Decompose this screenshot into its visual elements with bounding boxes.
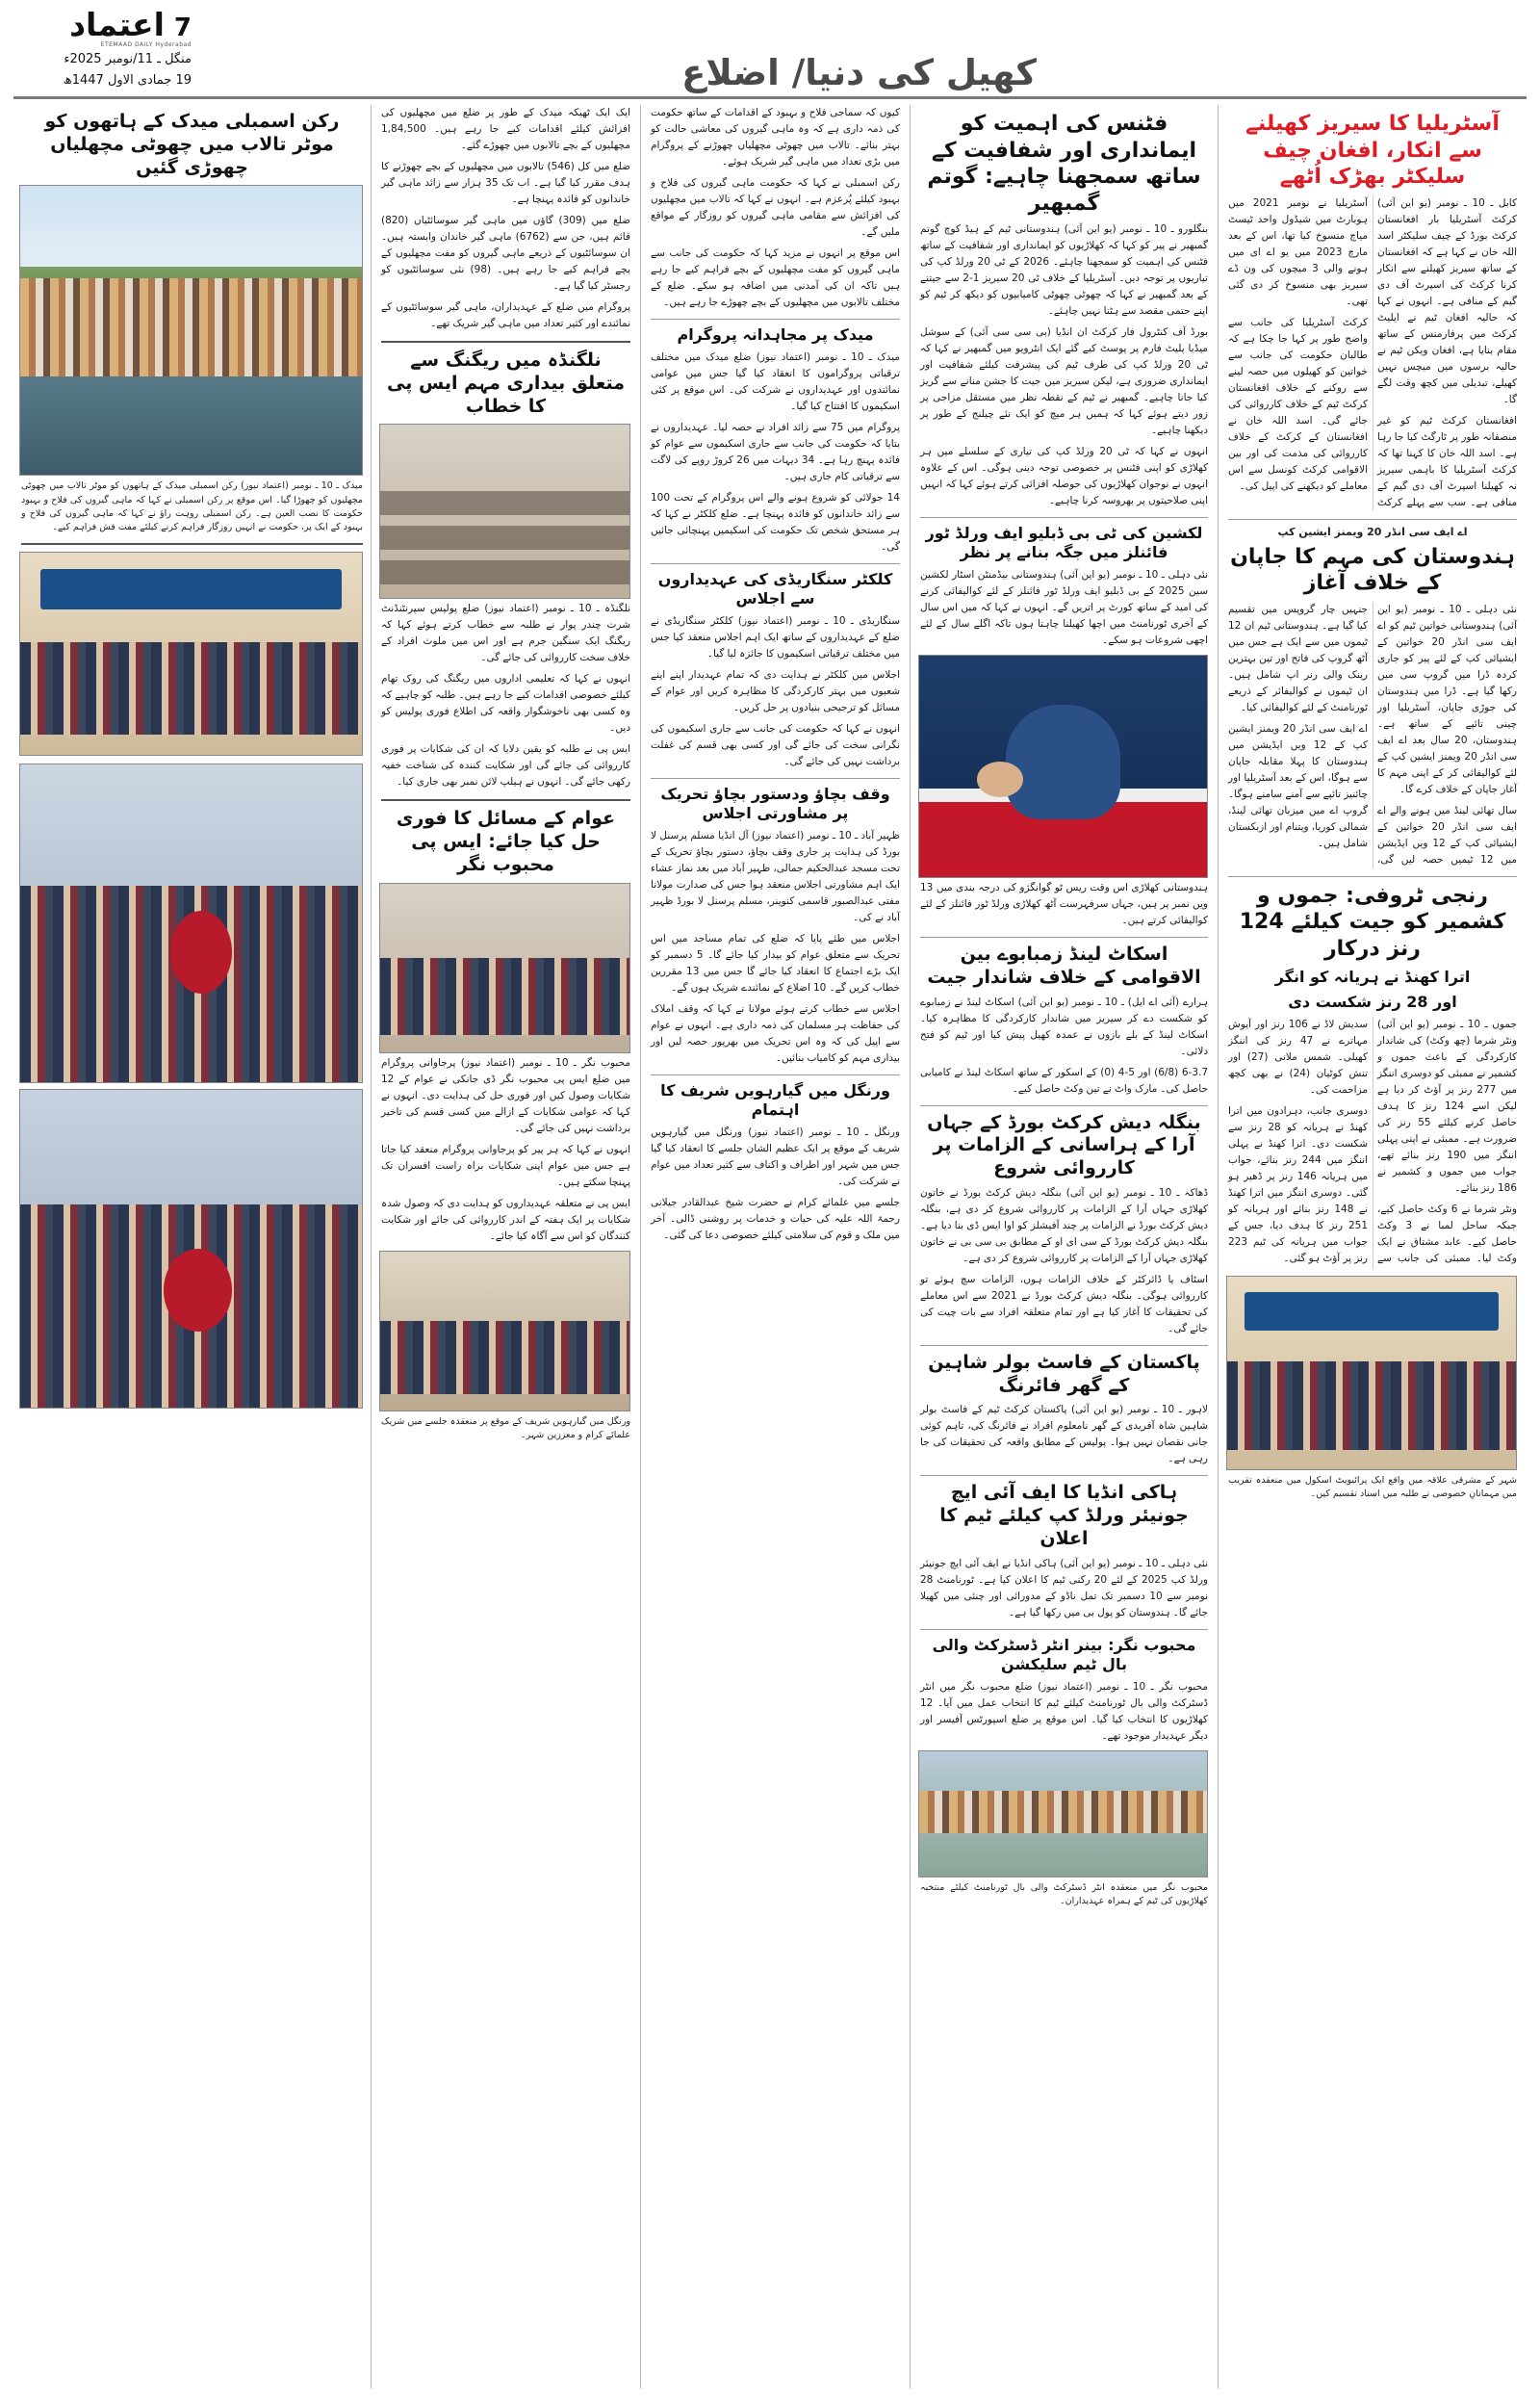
divider bbox=[920, 517, 1208, 518]
paragraph: انہوں نے کہا کہ تعلیمی اداروں میں ریگنگ کی روک تھام کیلئے خصوصی اقدامات کیے جا رہے ہیں۔ طلبہ کو چاہیے کہ وہ کسی بھی ناخوشگوار واقعہ کی اطلاع فوری پولیس کو دیں۔ bbox=[381, 673, 630, 735]
divider bbox=[21, 543, 363, 545]
section-title: کھیل کی دنیا/ اضلاع bbox=[681, 52, 1037, 94]
headline-india-japan: ہندوستان کی مہم کا جاپان کے خلاف آغاز bbox=[1230, 544, 1515, 595]
paragraph: نئی دہلی ـ 10 ـ نومبر (یو این آئی) ہندوستانی خواتین ٹیم کو اے ایف سی انڈر 20 خواتین کے ایشیائی کپ کے لئے پیر کو جاری کردہ ڈرا میں گروپ سی میں رکھا گیا ہے۔ ڈرا میں ہندوستان کی جوڑی جاپان، آسٹریلیا اور چینی تائپے کے ساتھ ہے۔ ہندوستان، 20 سال بعد اے ایف سی انڈر 20 ویمنز ایشین کپ کے لئے کوالیفائی کر کے اپنی مہم کا آغاز جاپان کے خلاف کرے گا۔ bbox=[1377, 603, 1518, 795]
photo-school-ceremony bbox=[1226, 1276, 1517, 1470]
desk-row-2 bbox=[380, 526, 629, 550]
article-medak-program bbox=[651, 349, 900, 556]
headline-scotland-zimbabwe: اسکاٹ لینڈ زمبابوے بین الاقوامی کے خلاف شاندار جیت bbox=[927, 944, 1201, 988]
paragraph: اجلاس میں کلکٹر نے ہدایت دی کہ تمام عہدیدار اپنے اپنے شعبوں میں بہتر کارکردگی کا مظاہرہ کریں اور عوام کے مسائل کو ترجیحی بنیادوں پر حل کریں۔ bbox=[651, 669, 900, 713]
player-arm bbox=[977, 762, 1023, 797]
photo-content bbox=[20, 764, 362, 1082]
article-gambhir-fitness bbox=[920, 221, 1208, 509]
photo-content bbox=[919, 656, 1207, 877]
flower-bouquet bbox=[164, 1249, 232, 1332]
column-1 bbox=[1219, 105, 1527, 2389]
paragraph: نلگنڈہ ـ 10 ـ نومبر (اعتماد نیوز) ضلع پولیس سپرنٹنڈنٹ شرت چندر پوار نے طلبہ سے خطاب کرتے ہوئے کہا کہ ریگنگ ایک سنگین جرم ہے اور اس میں ملوث افراد کے خلاف سخت کارروائی کی جائے گی۔ bbox=[381, 603, 630, 664]
article-sp-public-issues bbox=[381, 1055, 630, 1245]
photo-people bbox=[20, 278, 362, 376]
article-lakshya-sen-cont bbox=[920, 880, 1208, 929]
paragraph: لاہور ـ 10 ـ نومبر (یو این آئی) پاکستان کرکٹ ٹیم کے فاسٹ بولر شاہین شاہ آفریدی کے گھر نامعلوم افراد نے فائرنگ کی، تاہم کوئی جانی نقصان نہیں ہوا۔ پولیس کے مطابق واقعہ کی تحقیقات کی جا رہی ہے۔ bbox=[920, 1404, 1208, 1465]
photo-volleyball-team bbox=[918, 1750, 1208, 1877]
photo-water bbox=[20, 359, 362, 475]
headline-collector-meeting: کلکٹر سنگاریڈی کی عہدیداروں سے اجلاس bbox=[657, 570, 893, 608]
paragraph: اجلاس میں طئے پایا کہ ضلع کی تمام مساجد میں اس تحریک سے متعلق عوام کو بیدار کیا جائے گا۔ 5 دسمبر کو ایک بڑے اجتماع کا انعقاد کیا جائے گا جس میں 13 مقررین خطاب کریں گے۔ 10 اضلاع کے نمائندے شریک ہوں گے۔ bbox=[651, 933, 900, 994]
column-5 bbox=[13, 105, 372, 2389]
paragraph: ایک ایک ٹھیکہ میدک کے طور پر ضلع میں مچھلیوں کی افزائش کیلئے اقدامات کیے جا رہے ہیں۔ 1,84,500 مچھلیوں کے بچے تالابوں میں چھوڑے گئے۔ bbox=[381, 107, 630, 151]
photo-content bbox=[380, 884, 629, 1052]
caption-volleyball-team: محبوب نگر میں منعقدہ انٹر ڈسٹرکٹ والی بال ٹورنامنٹ کیلئے منتخبہ کھلاڑیوں کی ٹیم کے ہمراہ عہدیداران۔ bbox=[920, 1881, 1208, 1906]
paragraph: رکن اسمبلی نے کہا کہ حکومت ماہی گیروں کی فلاح و بہبود کیلئے پُرعزم ہے۔ انہوں نے کہا کہ تالاب میں مچھلیوں کی افزائش سے مقامی ماہی گیروں کو روزگار کے مواقع ملیں گے۔ bbox=[651, 177, 900, 238]
photo-people bbox=[380, 1321, 629, 1394]
paragraph: میدک ـ 10 ـ نومبر (اعتماد نیوز) ضلع میدک میں مختلف ترقیاتی پروگراموں کا انعقاد کیا گیا جس میں عوامی نمائندوں اور عہدیداروں نے شرکت کی۔ اس موقع پر کئی اسکیموں کا افتتاح کیا گیا۔ bbox=[651, 351, 900, 412]
subhead-ranji-1: اترا کھنڈ نے ہریانہ کو انگر bbox=[1274, 968, 1471, 986]
photo-felicitation-1 bbox=[19, 764, 363, 1083]
divider bbox=[920, 937, 1208, 938]
article-lakshya-sen bbox=[920, 567, 1208, 649]
paragraph: انہوں نے کہا کہ ٹی 20 ورلڈ کپ کی تیاری کے سلسلے میں ہر کھلاڑی کو اپنی فٹنس پر خصوصی توجہ دینی ہوگی۔ اس کے علاوہ انہوں نے نوجوان کھلاڑیوں کی حوصلہ افزائی کرتے ہوئے کہا کہ انہیں اپنی صلاحیتوں پر بھروسہ کرنا چاہیے۔ bbox=[920, 446, 1208, 506]
column-2 bbox=[911, 105, 1219, 2389]
headline-waqf-movement: وقف بچاؤ ودستور بچاؤ تحریک پر مشاورتی اجلاس bbox=[660, 785, 890, 822]
paragraph: محبوب نگر ـ 10 ـ نومبر (اعتماد نیوز) ضلع محبوب نگر میں انٹر ڈسٹرکٹ والی بال ٹورنامنٹ کیلئے ٹیم کا انتخاب عمل میں آیا۔ 12 کھلاڑیوں کا انتخاب کیا گیا۔ اس موقع پر ضلع اسپورٹس آفیسر اور دیگر عہدیدار موجود تھے۔ bbox=[920, 1680, 1208, 1742]
paragraph: سال تھائی لینڈ میں ہونے والے اے ایف سی انڈر 20 خواتین کے ایشیائی کپ کے 12 ویں ایڈیشن میں 12 ٹیمیں حصہ لیں گی، جنہیں چار گروپس میں تقسیم کیا گیا ہے۔ ہندوستانی ٹیم ان 12 ٹیموں میں سے ایک ہے جس میں آٹھ گروپ کی فاتح اور تین بہترین رینک والی رنر اپ شامل ہیں۔ ان ٹیموں نے کوالیفائر کے ذریعے ٹورنامنٹ کے لئے کوالیفائی کیا۔ bbox=[1228, 603, 1518, 866]
page-number: 7 bbox=[173, 13, 192, 43]
headline-hockey-india: ہاکی انڈیا کا ایف آئی ایچ جونیئر ورلڈ کپ کیلئے ٹیم کا اعلان bbox=[939, 1482, 1189, 1549]
date-gregorian: منگل ـ 11/نومبر 2025ء bbox=[64, 52, 192, 67]
divider bbox=[651, 1074, 900, 1075]
article-bcb-harassment bbox=[920, 1185, 1208, 1337]
paragraph: نئی دہلی ـ 10 ـ نومبر (یو این آئی) ہاکی انڈیا نے ایف آئی ایچ جونیئر ورلڈ کپ 2025 کے لئے 20 رکنی ٹیم کا اعلان کیا ہے۔ ٹورنامنٹ 28 نومبر سے 10 دسمبر تک تمل ناڈو کے مدورائی اور چنئی میں کھیلا جائے گا۔ ہندوستان کو پول بی میں رکھا گیا ہے۔ bbox=[920, 1557, 1208, 1618]
masthead-left bbox=[13, 6, 192, 92]
column-grid bbox=[13, 105, 1527, 2389]
desk-row-1 bbox=[380, 491, 629, 515]
publication-logo bbox=[13, 6, 192, 44]
subhead-ranji-2: اور 28 رنز شکست دی bbox=[1288, 993, 1457, 1011]
photo-content bbox=[20, 186, 362, 475]
paragraph: اس موقع پر انہوں نے مزید کہا کہ حکومت کی جانب سے ماہی گیروں کو مفت مچھلیوں کے بچے فراہم کیے جا رہے ہیں تاکہ ان کی آمدنی میں اضافہ ہو سکے۔ ضلع کے مختلف تالابوں میں مچھلیوں کے بچے چھوڑے جا رہے ہیں۔ bbox=[651, 247, 900, 308]
photo-felicitation-2 bbox=[19, 1089, 363, 1409]
paragraph: ورنگل ـ 10 ـ نومبر (اعتماد نیوز) ورنگل میں گیارہویں شریف کے موقع پر ایک عظیم الشان جلسے کا انعقاد کیا گیا جس میں شہر اور اطراف و اکناف سے کثیر تعداد میں عوام نے شرکت کی۔ bbox=[651, 1126, 901, 1187]
paragraph: جموں ـ 10 ـ نومبر (یو این آئی) ونٹر شرما (چھ وکٹ) کی شاندار کارکردگی کے باعث جموں و کشمیر نے ممبئی کو دوسری اننگز میں 277 رنز پر آؤٹ کر دیا ہے لیکن اسے 124 رنز کا ہدف حاصل کرنے کیلئے 55 رنز کی ضرورت ہے۔ ممبئی نے اپنی پہلی اننگز میں 190 رنز بنائے تھے، جواب میں جموں و کشمیر نے 186 رنز بنائے۔ bbox=[1377, 1019, 1517, 1194]
date-hijri: 19 جمادی الاول 1447ھ bbox=[63, 73, 192, 89]
divider bbox=[920, 1475, 1208, 1476]
article-fish-release-cont bbox=[381, 105, 630, 332]
headline-bcb-harassment: بنگلہ دیش کرکٹ بورڈ کے جہاں آرا کے ہراسانی کے الزامات پر کارروائی شروع bbox=[927, 1111, 1201, 1178]
headline-warangal-giyarhvin: ورنگل میں گیارہویں شریف کا اہتمام bbox=[660, 1081, 890, 1119]
photo-people bbox=[1227, 1361, 1516, 1450]
paragraph: جلسے میں علمائے کرام نے حضرت شیخ عبدالقادر جیلانی رحمۃ اللہ علیہ کی حیات و خدمات پر روشنی ڈالی۔ آخر میں ملک و قوم کی سلامتی کیلئے خصوصی دعا کی گئی۔ bbox=[651, 1197, 900, 1241]
paragraph: بورڈ آف کنٹرول فار کرکٹ ان انڈیا (بی سی سی آئی) کے سوشل میڈیا پلیٹ فارم پر پوسٹ کیے گئے ایک انٹرویو میں گمبھیر نے کہا کہ ٹی 20 ورلڈ کپ کی طرف ٹیم کی پیشرفت کیلئے شفافیت اور ایمانداری ضروری ہے، لیکن سیریز میں جیت کا جشن منانے سے گریز کیا جانا چاہیے۔ گمبھیر نے ٹیم کے نقطہ نظر میں مستقل مزاجی پر زور دیتے ہوئے کہا کہ ہمیں ہر میچ کو ایک نئے چیلنج کے طور پر دیکھنا چاہیے۔ bbox=[920, 326, 1209, 436]
photo-content bbox=[20, 553, 362, 755]
photo-content bbox=[919, 1751, 1207, 1876]
kicker-afc-cup: اے ایف سی انڈر 20 ویمنز ایشین کپ bbox=[1277, 525, 1468, 538]
article-india-japan bbox=[1228, 602, 1517, 868]
divider bbox=[651, 778, 900, 779]
divider bbox=[381, 341, 630, 343]
paragraph: ظہیر آباد ـ 10 ـ نومبر (اعتماد نیوز) آل انڈیا مسلم پرسنل لا بورڈ کی ہدایت پر جاری وقف بچاؤ، دستور بچاؤ تحریک کے تحت مسجد عبدالحکیم جمالی، ظہیر آباد میں بعد نماز عشاء ایک اہم مشاورتی اجلاس منعقد ہوا جس کی صدارت مولانا مفتی عبدالصبور قاسمی کنوینر، مسلم پرسنل لا بورڈ ظہیر آباد نے کی۔ bbox=[651, 830, 900, 923]
masthead bbox=[13, 6, 1527, 99]
headline-gambhir-fitness: فٹنس کی اہمیت کو ایمانداری اور شفافیت کے ساتھ سمجھنا چاہیے: گوتم گمبھیر bbox=[927, 112, 1201, 216]
article-ranji-trophy bbox=[1228, 1017, 1517, 1270]
headline-shaheen-firing: پاکستان کے فاسٹ بولر شاہین کے گھر فائرنگ bbox=[928, 1351, 1200, 1396]
article-fisheries-cont bbox=[651, 105, 900, 311]
photo-warangal-gathering bbox=[379, 1251, 630, 1411]
publication-name: اعتماد bbox=[69, 6, 165, 44]
paragraph: پروگرام میں ضلع کے عہدیداران، ماہی گیر سوسائٹیوں کے نمائندے اور کثیر تعداد میں ماہی گیر شریک تھے۔ bbox=[381, 301, 630, 329]
photo-content bbox=[380, 425, 629, 598]
paragraph: نئی دہلی ـ 10 ـ نومبر (یو این آئی) ہندوستانی بیڈمنٹن اسٹار لکشین سین 2025 کے بی ڈبلیو ایف ورلڈ ٹور فائنلز کے لئے کوالیفائی کرنے کی امید کے ساتھ کورٹ پر اتریں گے۔ انہوں نے کہا کہ میں اس سال کے آخری ٹورنامنٹ میں اچھا کھیلنا چاہتا ہوں تاکہ اگلے سال کے لئے اچھی شروعات ہو سکے۔ bbox=[920, 569, 1208, 646]
divider bbox=[920, 1345, 1208, 1346]
photo-table-tennis bbox=[918, 655, 1208, 878]
divider bbox=[920, 1629, 1208, 1630]
article-shaheen-firing bbox=[920, 1402, 1208, 1467]
paragraph: ضلع میں (309) گاؤں میں ماہی گیر سوسائٹیاں (820) قائم ہیں، جن سے (6762) ماہی گیر خاندان وابستہ ہیں۔ ان سوسائٹیوں کے ذریعے ماہی گیروں کو مفت مچھلیوں کے بچے فراہم کیے جا رہے ہیں۔ (98) نئی سوسائٹیوں کو رجسٹر کیا گیا ہے۔ bbox=[381, 215, 631, 292]
photo-pond-fish-release bbox=[19, 185, 363, 476]
headline-medak-program: میدک پر مجاہدانہ پروگرام bbox=[677, 325, 874, 344]
school-banner bbox=[40, 569, 341, 609]
section-title-wrap bbox=[192, 52, 1527, 94]
divider bbox=[1228, 876, 1517, 877]
paragraph: انہوں نے کہا کہ ہر پیر کو پرجاوانی پروگرام منعقد کیا جاتا ہے جس میں عوام اپنی شکایات براہ راست افسران تک پہنچا سکتے ہیں۔ bbox=[381, 1143, 630, 1188]
headline-fish-release: رکن اسمبلی میدک کے ہاتھوں کو موٹر تالاب میں چھوٹی مچھلیاں چھوڑی گئیں bbox=[44, 111, 340, 178]
paragraph: اے ایف سی انڈر 20 ویمنز ایشین کپ کے 12 ویں ایڈیشن میں ہندوستان کا پہلا مقابلہ جاپان سے ہوگا، اس کے بعد آسٹریلیا اور چائنیز تائپے سے آمنے سامنے ہوگا۔ گروپ اے میں میزبان تھائی لینڈ، شمالی کوریا، ویتنام اور ازبکستان شامل ہیں۔ bbox=[1228, 722, 1368, 849]
article-nalgonda-ragging bbox=[381, 601, 630, 790]
divider bbox=[651, 563, 900, 564]
photo-people bbox=[919, 1791, 1207, 1833]
article-collector-meeting bbox=[651, 613, 900, 770]
caption-warangal-gathering: ورنگل میں گیارہویں شریف کے موقع پر منعقدہ جلسے میں شریک علمائے کرام و معززین شہر۔ bbox=[381, 1415, 630, 1440]
caption-pond-fish-release: میدک ـ 10 ـ نومبر (اعتماد نیوز) رکن اسمبلی میدک کے ہاتھوں کو موٹر تالاب میں چھوٹی مچھلیوں کو چھوڑا گیا۔ اس موقع پر رکن اسمبلی نے کہا کہ ماہی گیروں کی فلاح و بہبود حکومت کا نصب العین ہے۔ رکن اسمبلی روہت راؤ نے کہا کہ ماہی گیروں کی فلاح و بہبود کے ایک پر، حکومت نے انہیں روزگار فراہم کرنے کیلئے مفت فش فراہم کیے۔ bbox=[21, 480, 363, 532]
paragraph: ڈھاکہ ـ 10 ـ نومبر (یو این آئی) بنگلہ دیش کرکٹ بورڈ نے خاتون کھلاڑی جہاں آرا کے الزامات پر کارروائی شروع کر دی ہے، بنگلہ دیش کرکٹ بورڈ نے الزامات پر چند آفیشلز کو اوا ایس ڈی بنا دیا ہے۔ بنگلہ دیش کرکٹ بورڈ کے سی ای او کے مطابق بی سی بی نے خاتون کھلاڑی جہاں آرا کے الزامات پر کارروائی شروع کر دی ہے۔ bbox=[920, 1186, 1208, 1264]
publication-subtitle: ETEMAAD DAILY Hyderabad bbox=[100, 41, 192, 49]
headline-sp-public-issues: عوام کے مسائل کا فوری حل کیا جائے: ایس پی محبوب نگر bbox=[396, 808, 616, 875]
headline-lakshya-sen: لکشین کی ٹی بی ڈبلیو ایف ورلڈ ٹور فائنلز میں جگہ بنانے پر نظر bbox=[925, 524, 1203, 561]
divider bbox=[1228, 519, 1517, 520]
headline-nalgonda-ragging: نلگنڈہ میں ریگنگ سے متعلق بیداری مہم ایس پی کا خطاب bbox=[387, 349, 625, 417]
paragraph: افغانستان کرکٹ ٹیم کو غیر منصفانہ طور پر ٹارگٹ کیا جا رہا ہے۔ اسد اللہ خان کا کہنا تھا کہ کرکٹ آسٹریلیا کا باہمی سیریز نہ کھیلنا اسپرٹ آف دی گیم کے منافی ہے۔ سب سے پہلے کرکٹ آسٹریلیا نے نومبر 2021 میں ہوبارٹ میں شیڈول واحد ٹیسٹ میاچ منسوخ کیا تھا، اس کے بعد مارچ 2023 میں یو اے ای میں ہونے والی 3 میچوں کی ون ڈے سیریز بھی منسوخ کر دی گئی تھی۔ bbox=[1228, 196, 1517, 508]
paragraph: 14 جولائی کو شروع ہونے والے اس پروگرام کے تحت 100 سے زائد خاندانوں کو فائدہ پہنچا ہے۔ ضلع کلکٹر نے کہا کہ ہر مستحق شخص تک حکومت کی اسکیمیں پہنچائی جائیں گی۔ bbox=[651, 492, 900, 553]
headline-ranji-trophy: رنجی ٹروفی: جموں و کشمیر کو جیت کیلئے 124 رنز درکار bbox=[1239, 883, 1506, 961]
paragraph: کابل ـ 10 ـ نومبر (یو این آئی) کرکٹ آسٹریلیا بار افغانستان کرکٹ بورڈ کے چیف سلیکٹر اسد اللہ خان نے کہا ہے کہ افغانستان کے ساتھ سیریز کھیلنے سے انکار کرنا کرکٹ کی اسپرٹ آف دی گیم کے منافی ہے۔ انہوں نے کہا کہ حالیہ افغان ٹیم نے ایلیٹ کرکٹ میں پرفارمنس کے ساتھ مقام بنایا ہے، افغان ویکن ٹیم نے حالیہ برسوں میں میچس نہیں کھیلے، تبدیلی میں کچھ وقت لگے گا۔ bbox=[1377, 196, 1517, 405]
article-australia-refusal bbox=[1228, 195, 1517, 511]
divider bbox=[651, 319, 900, 320]
paragraph: ضلع میں کل (546) تالابوں میں مچھلیوں کے بچے چھوڑنے کا ہدف مقرر کیا گیا ہے۔ اب تک 35 ہزار سے زائد ماہی گیر خاندانوں کو فائدہ پہنچا ہے۔ bbox=[381, 161, 631, 205]
column-3 bbox=[641, 105, 911, 2389]
paragraph: پروگرام میں 75 سے زائد افراد نے حصہ لیا۔ عہدیداروں نے بتایا کہ حکومت کی جانب سے جاری اسکیموں سے عوام کو فائدہ پہنچ رہا ہے۔ 34 دیہات میں 26 کروڑ روپے کی لاگت سے ترقیاتی کام جاری ہیں۔ bbox=[651, 422, 901, 482]
photo-content bbox=[380, 1252, 629, 1411]
article-volleyball-selection bbox=[920, 1679, 1208, 1745]
paragraph: سنگاریڈی ـ 10 ـ نومبر (اعتماد نیوز) کلکٹر سنگاریڈی نے ضلع کے عہدیداروں کے ساتھ ایک اہم اجلاس منعقد کیا جس میں مختلف ترقیاتی اسکیموں کا جائزہ لیا گیا۔ bbox=[651, 615, 901, 660]
headline-australia-refusal: آسٹریلیا کا سیریز کھیلنے سے انکار، افغان چیف سلیکٹر بھڑک اُٹھے bbox=[1245, 112, 1500, 189]
caption-school-ceremony: شہر کے مشرقی علاقہ میں واقع ایک پرائیویٹ اسکول میں منعقدہ تقریب میں مہمانانِ خصوصی نے طلبہ میں اسناد تقسیم کیں۔ bbox=[1228, 1474, 1517, 1499]
paragraph: بنگلورو ـ 10 ـ نومبر (یو این آئی) ہندوستانی ٹیم کے ہیڈ کوچ گوتم گمبھیر نے پیر کو کہا کہ کھلاڑیوں کو ایمانداری اور شفافیت کے ساتھ فٹنس کی اہمیت کو سمجھنا چاہئے۔ 2026 کے ٹی 20 ورلڈ کپ کی تیاریوں پر توجہ دیں۔ آسٹریلیا کے خلاف ٹی 20 سیریز 1-2 سے جیتنے کے بعد گمبھیر نے کہا کہ چھوٹی چھوٹی کامیابیوں کو دیکھ کر ٹیم کو اپنے حتمی مقصد سے ہٹنا نہیں چاہئے۔ bbox=[920, 223, 1208, 317]
article-waqf-movement bbox=[651, 828, 900, 1067]
desk-row-3 bbox=[380, 560, 629, 584]
paragraph: ہندوستانی کھلاڑی اس وقت ریس ٹو گوانگژو کی درجہ بندی میں 13 ویں نمبر پر ہیں، جہاں سرفہرست آٹھ کھلاڑی ورلڈ ٹور فائنلز کے لئے کوالیفائی کرتے ہیں۔ bbox=[920, 882, 1208, 926]
column-4 bbox=[372, 105, 641, 2389]
paragraph: انہوں نے کہا کہ حکومت کی جانب سے جاری اسکیموں کی نگرانی سخت کی جائے گی اور کسی بھی قسم کی غفلت برداشت نہیں کی جائے گی۔ bbox=[651, 723, 900, 767]
headline-volleyball-selection: محبوب نگر: بینر انٹر ڈسٹرکٹ والی بال ٹیم سلیکشن bbox=[932, 1635, 1196, 1673]
divider bbox=[381, 799, 630, 801]
paragraph: ایس پی نے متعلقہ عہدیداروں کو ہدایت دی کہ وصول شدہ شکایات پر ایک ہفتہ کے اندر کارروائی کی جائے اور شکایت کنندگان کو اس سے آگاہ کیا جائے۔ bbox=[381, 1197, 630, 1242]
paragraph: اجلاس سے خطاب کرتے ہوئے مولانا نے کہا کہ وقف املاک کی حفاظت ہر مسلمان کی ذمہ داری ہے۔ انہوں نے عوام سے اپیل کی کہ وہ اس تحریک میں بھرپور حصہ لیں اور بیداری مہم کو کامیاب بنائیں۔ bbox=[651, 1003, 900, 1064]
paragraph: ہرارے (آئی اے ایل) ـ 10 ـ نومبر (یو این آئی) اسکاٹ لینڈ نے زمبابوے کو شکست دے کر سیریز میں شاندار کارکردگی کا مظاہرہ کیا۔ اسکاٹ لینڈ کے بلے بازوں نے عمدہ کھیل پیش کیا اور ٹیم کو فتح دلائی۔ bbox=[920, 996, 1208, 1057]
photo-prajavani bbox=[379, 883, 630, 1053]
photo-content bbox=[20, 1090, 362, 1408]
event-banner bbox=[1245, 1292, 1499, 1331]
paragraph: دوسری جانب، دہرادون میں اترا کھنڈ نے ہریانہ کو 28 رنز سے شکست دی۔ اترا کھنڈ نے پہلی اننگز میں 244 رنز بنائے، جواب میں ہریانہ 146 رنز پر ڈھیر ہو گئی۔ دوسری اننگز میں اترا کھنڈ نے 148 رنز بنائے اور ہریانہ کو 251 رنز کا ہدف دیا، جس کے جواب میں ہریانہ کی ٹیم 223 رنز پر آؤٹ ہو گئی۔ bbox=[1228, 1105, 1368, 1264]
article-warangal-giyarhvin bbox=[651, 1125, 900, 1244]
flower-bouquet bbox=[170, 911, 232, 994]
photo-police-meeting bbox=[379, 424, 630, 599]
paragraph: محبوب نگر ـ 10 ـ نومبر (اعتماد نیوز) پرجاوانی پروگرام میں ضلع ایس پی محبوب نگر ڈی جانکی نے عوام کے 12 شکایات وصول کیں اور فوری حل کی ہدایت دی۔ انہوں نے کہا کہ عوامی شکایات کے ازالے میں کسی قسم کی تاخیر برداشت نہیں کی جائے گی۔ bbox=[381, 1056, 630, 1134]
divider bbox=[920, 1105, 1208, 1106]
player-figure bbox=[1006, 705, 1121, 820]
paragraph: کرکٹ آسٹریلیا کی جانب سے واضح طور پر کہا جا چکا ہے کہ طالبان حکومت کی جانب سے خواتین کو کھیلوں میں حصہ لینے سے روکنے کے خلاف افغانستان کرکٹ ٹیم کے خلاف کارروائی کی جائے گی۔ اسد اللہ خان نے افغانستان کے کرکٹ کے خلاف کارروائی کی مذمت کی اور بین الاقوامی کرکٹ کونسل سے اس معاملے کو دیکھنے کی اپیل کی۔ bbox=[1228, 316, 1368, 492]
paragraph: ایس پی نے طلبہ کو یقین دلایا کہ ان کی شکایات پر فوری کارروائی کی جائے گی اور شکایت کنندہ کی شناخت خفیہ رکھی جائے گی۔ انہوں نے ہیلپ لائن نمبر بھی جاری کیا۔ bbox=[381, 743, 630, 789]
article-hockey-india bbox=[920, 1556, 1208, 1621]
photo-award-ceremony bbox=[19, 552, 363, 756]
photo-content bbox=[1227, 1277, 1516, 1469]
paragraph: ونٹر شرما نے 6 وکٹ حاصل کیے، جبکہ ساحل لمبا نے 3 وکٹ حاصل کیے۔ عابد مشتاق نے ایک وکٹ لیا۔ ممبئی کی جانب سے سدیش لاڈ نے 106 رنز اور آیوش مہاترے نے 47 رنز کی اننگز کھیلی۔ شمس ملانی (27) اور تنش کوٹیان (24) نے بھی کچھ مزاحمت کی۔ bbox=[1228, 1019, 1518, 1264]
article-scotland-zimbabwe bbox=[920, 995, 1208, 1098]
paragraph: 6-3.7 (6/8) اور 5-4 (0) کے اسکور کے ساتھ اسکاٹ لینڈ نے کامیابی حاصل کی۔ مارک واٹ نے تین وکٹ حاصل کیے۔ bbox=[920, 1066, 1209, 1095]
photo-people bbox=[20, 642, 362, 736]
paragraph: اسٹاف یا ڈائرکٹر کے خلاف الزامات ہوں، الزامات سچ ہوئے تو کارروائی ہوگی۔ بنگلہ دیش کرکٹ بورڈ نے 2021 سے اس معاملے کی تحقیقات کا آغاز کیا ہے اور تمام متعلقہ افراد سے بات چیت کی جائے گی۔ bbox=[920, 1273, 1208, 1334]
photo-people bbox=[380, 958, 629, 1036]
paragraph: کیوں کہ سماجی فلاح و بہبود کے اقدامات کے ساتھ حکومت کی ذمہ داری ہے کہ وہ ماہی گیروں کی معاشی حالت کو بہتر بنائے۔ تالاب میں چھوٹی مچھلیاں چھوڑنے کے پروگرام میں بڑی تعداد میں ماہی گیر شریک ہوئے۔ bbox=[651, 107, 900, 168]
